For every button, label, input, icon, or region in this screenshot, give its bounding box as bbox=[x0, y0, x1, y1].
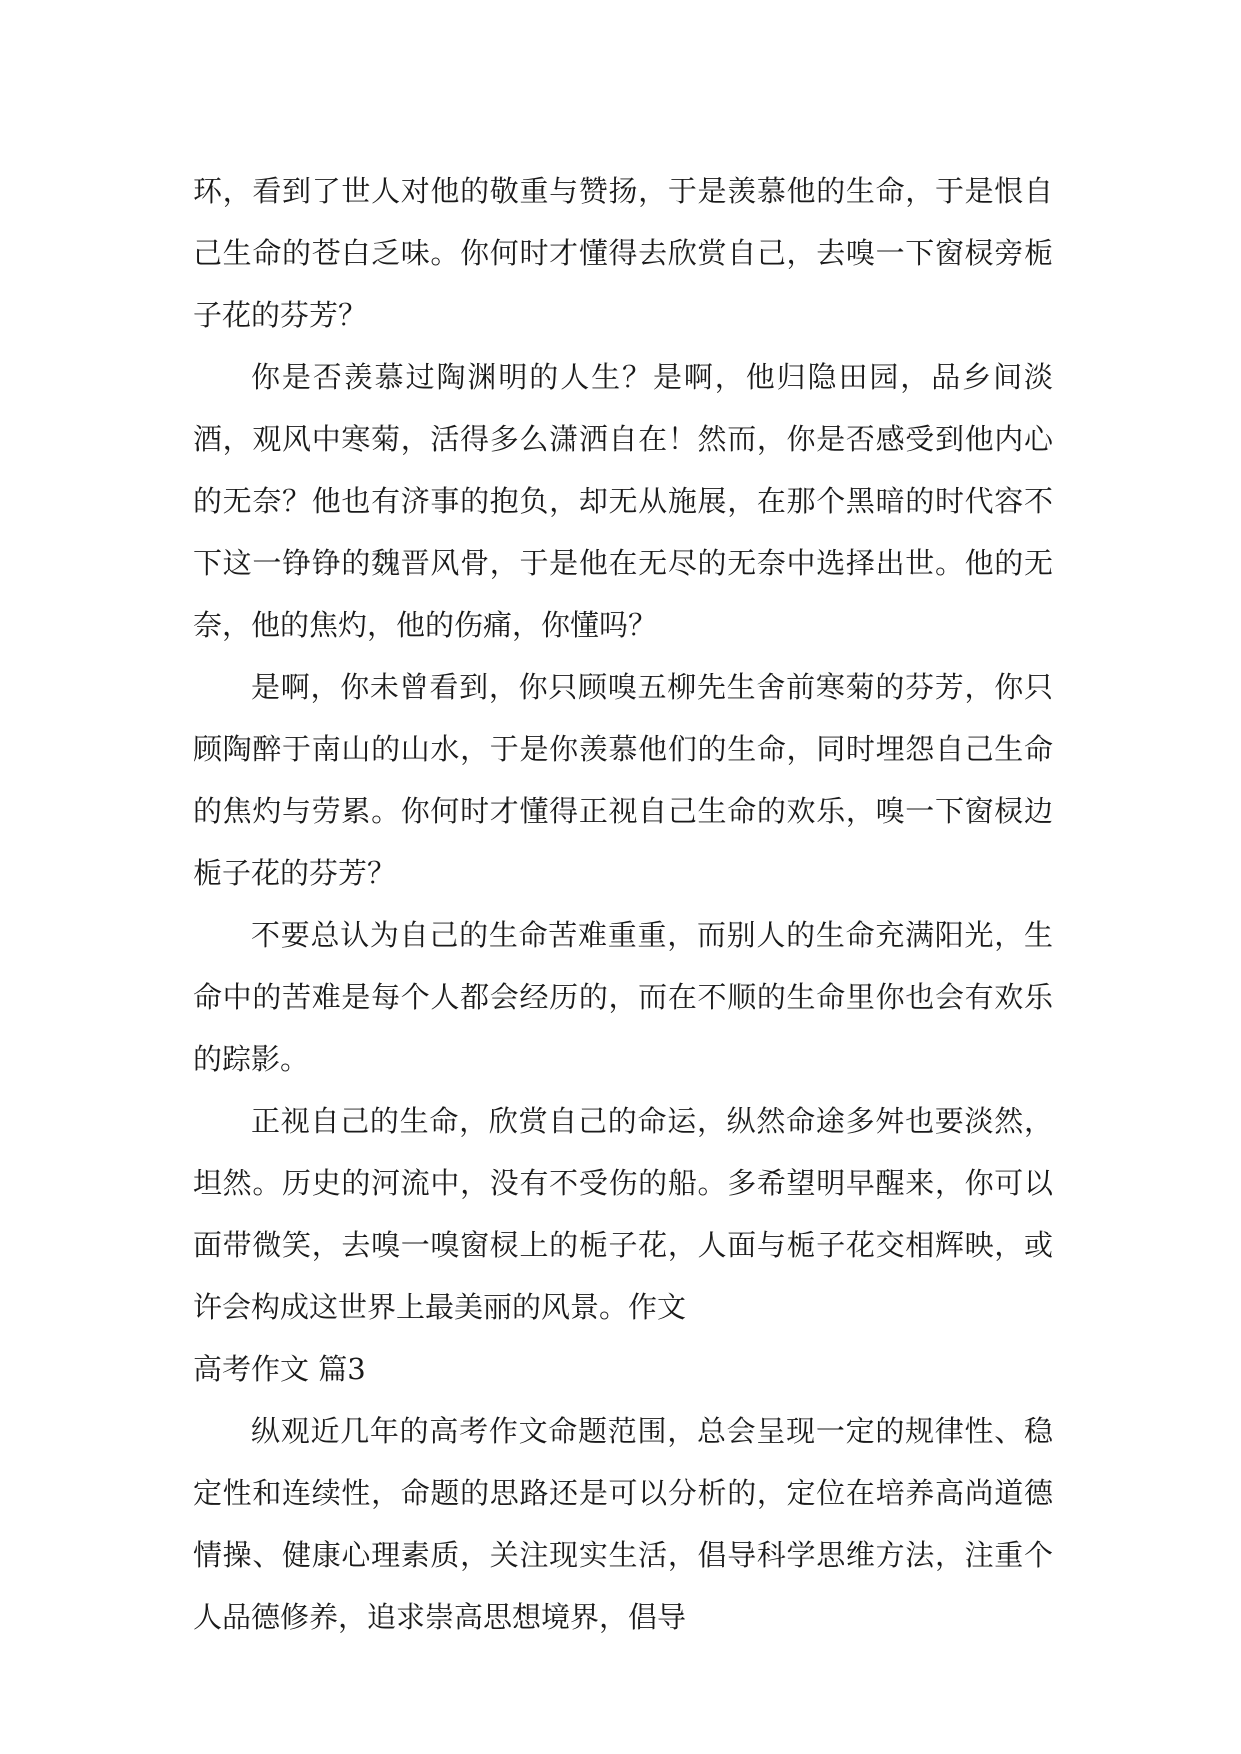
paragraph-1: 环，看到了世人对他的敬重与赞扬，于是羡慕他的生命，于是恨自己生命的苍白乏味。你何时才懂得去欣赏自己，去嗅一下窗棂旁栀子花的芬芳？ bbox=[193, 174, 1053, 332]
paragraph-4: 不要总认为自己的生命苦难重重，而别人的生命充满阳光，生命中的苦难是每个人都会经历的，而在不顺的生命里你也会有欢乐的踪影。 bbox=[193, 918, 1053, 1076]
paragraph-5: 正视自己的生命，欣赏自己的命运，纵然命途多舛也要淡然，坦然。历史的河流中，没有不受伤的船。多希望明早醒来，你可以面带微笑，去嗅一嗅窗棂上的栀子花，人面与栀子花交相辉映，或许会构成这世界上最美丽的风景。作文 bbox=[193, 1104, 1053, 1324]
section-heading: 高考作文 篇3 bbox=[193, 1352, 366, 1386]
document-body bbox=[193, 160, 1053, 1648]
paragraph-6: 纵观近几年的高考作文命题范围，总会呈现一定的规律性、稳定性和连续性，命题的思路还是可以分析的，定位在培养高尚道德情操、健康心理素质，关注现实生活，倡导科学思维方法，注重个人品德修养，追求崇高思想境界，倡导 bbox=[193, 1414, 1053, 1634]
paragraph-2: 你是否羡慕过陶渊明的人生？是啊，他归隐田园，品乡间淡酒，观风中寒菊，活得多么潇洒自在！然而，你是否感受到他内心的无奈？他也有济事的抱负，却无从施展，在那个黑暗的时代容不下这一铮铮的魏晋风骨，于是他在无尽的无奈中选择出世。他的无奈，他的焦灼，他的伤痛，你懂吗？ bbox=[193, 360, 1053, 642]
paragraph-3: 是啊，你未曾看到，你只顾嗅五柳先生舍前寒菊的芬芳，你只顾陶醉于南山的山水，于是你羡慕他们的生命，同时埋怨自己生命的焦灼与劳累。你何时才懂得正视自己生命的欢乐，嗅一下窗棂边栀子花的芬芳？ bbox=[193, 670, 1053, 890]
